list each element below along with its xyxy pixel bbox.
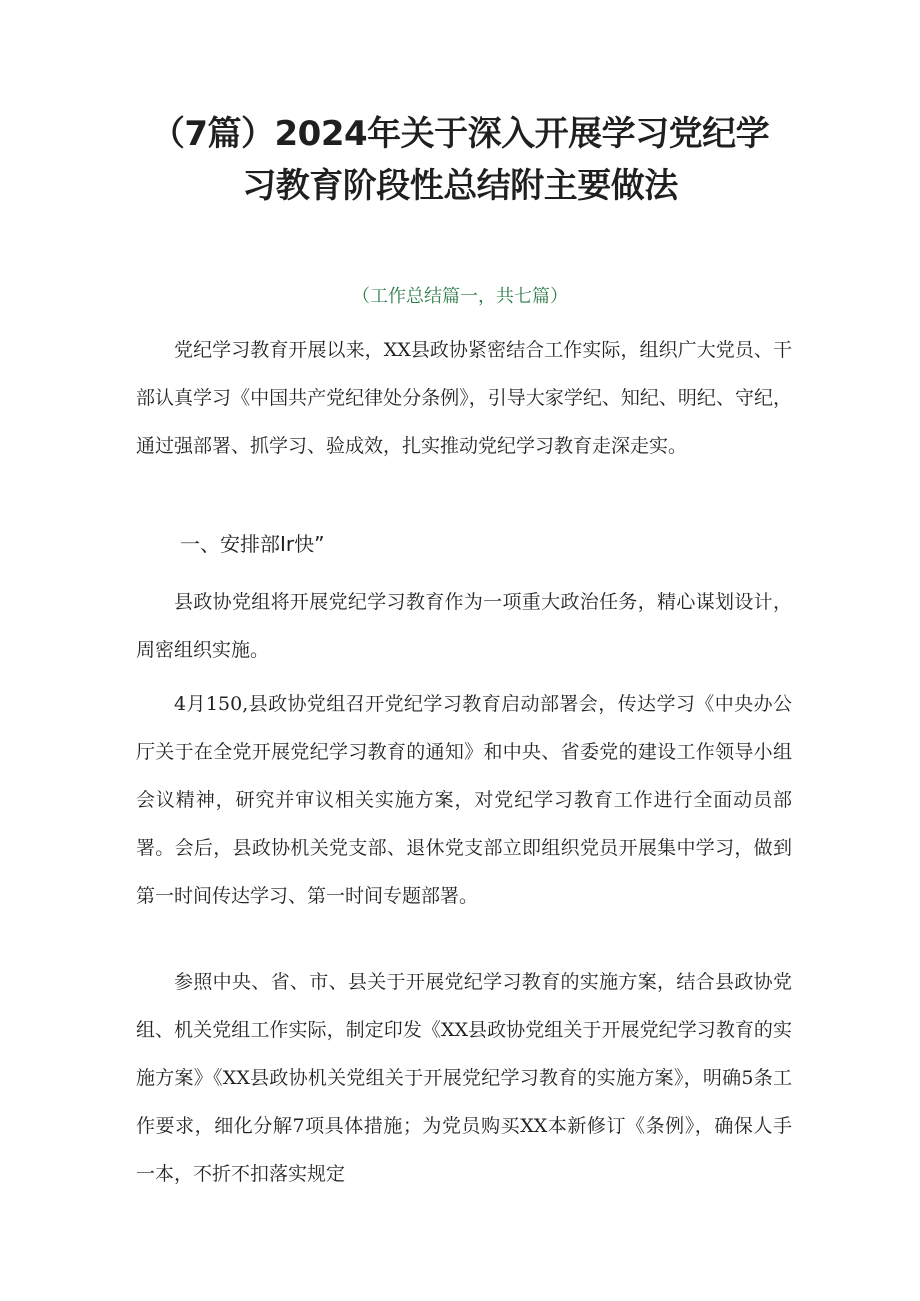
paragraph-plan: 参照中央、省、市、县关于开展党纪学习教育的实施方案，结合县政协党组、机关党组工作实际，制定印发《XX县政协党组关于开展党纪学习教育的实施方案》《XX县政协机关党组关于开展党纪学习教育的实施方案》，明确5条工作要求，细化分解7项具体措施；为党员购买XX本新修订《条例》，确保人手一本，不折不扣落实规定 [136,971,792,1185]
document-subtitle: （工作总结篇一，共七篇） [352,286,568,307]
title-line-1: （7篇）2024年关于深入开展学习党纪学 [150,114,770,154]
section-heading: 一、安排部Ir快” [180,532,325,556]
paragraph-intro: 党纪学习教育开展以来，XX县政协紧密结合工作实际，组织广大党员、干部认真学习《中国共产党纪律处分条例》，引导大家学纪、知纪、明纪、守纪，通过强部署、抓学习、验成效，扎实推动党纪学习教育走深走实。 [136,339,792,457]
title-line-2: 习教育阶段性总结附主要做法 [242,166,678,206]
paragraph-task: 县政协党组将开展党纪学习教育作为一项重大政治任务，精心谋划设计，周密组织实施。 [136,591,792,661]
document-title [120,108,800,212]
paragraph-meeting: 4月150,县政协党组召开党纪学习教育启动部署会，传达学习《中央办公厅关于在全党开展党纪学习教育的通知》和中央、省委党的建设工作领导小组会议精神，研究并审议相关实施方案，对党纪学习教育工作进行全面动员部署。会后，县政协机关党支部、退休党支部立即组织党员开展集中学习，做到第一时间传达学习、第一时间专题部署。 [136,693,792,907]
